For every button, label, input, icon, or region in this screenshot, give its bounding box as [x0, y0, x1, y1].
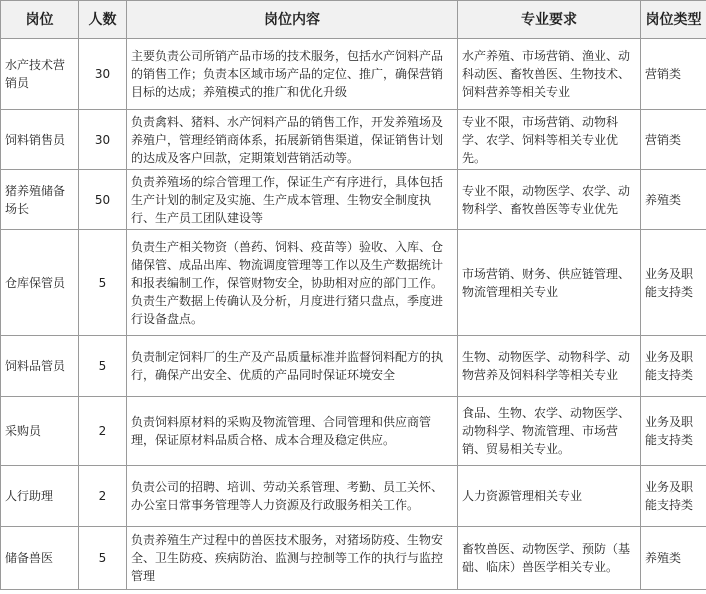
cell-requirement: 畜牧兽医、动物医学、预防（基础、临床）兽医学相关专业。	[458, 527, 641, 590]
cell-requirement: 食品、生物、农学、动物医学、动物科学、物流管理、市场营销、贸易相关专业。	[458, 397, 641, 466]
cell-content: 负责生产相关物资（兽药、饲料、疫苗等）验收、入库、仓储保管、成品出库、物流调度管理等工作以及生产数据统计和报表编制工作，保管财物安全，协助相对应的部门工作。负责生产数据上传确认及分析，月度进行猪只盘点，季度进行设备盘点。	[127, 230, 458, 336]
cell-type: 营销类	[641, 110, 706, 170]
cell-count: 30	[79, 39, 127, 110]
cell-requirement: 水产养殖、市场营销、渔业、动科动医、畜牧兽医、生物技术、饲料营养等相关专业	[458, 39, 641, 110]
cell-position: 仓库保管员	[1, 230, 79, 336]
table-row	[1, 466, 706, 527]
table-row	[1, 170, 706, 230]
cell-position: 人行助理	[1, 466, 79, 527]
table-row	[1, 230, 706, 336]
cell-count: 2	[79, 397, 127, 466]
header-type: 岗位类型	[641, 1, 706, 39]
table-row	[1, 110, 706, 170]
header-count: 人数	[79, 1, 127, 39]
cell-type: 业务及职能支持类	[641, 336, 706, 397]
cell-content: 负责禽料、猪料、水产饲料产品的销售工作，开发养殖场及养殖户，管理经销商体系，拓展新销售渠道，保证销售计划的达成及客户回款，定期策划营销活动等。	[127, 110, 458, 170]
cell-content: 负责公司的招聘、培训、劳动关系管理、考勤、员工关怀、办公室日常事务管理等人力资源及行政服务相关工作。	[127, 466, 458, 527]
cell-position: 采购员	[1, 397, 79, 466]
cell-count: 5	[79, 527, 127, 590]
cell-requirement: 市场营销、财务、供应链管理、物流管理相关专业	[458, 230, 641, 336]
cell-requirement: 专业不限，市场营销、动物科学、农学、饲料等相关专业优先。	[458, 110, 641, 170]
table-row	[1, 39, 706, 110]
cell-count: 50	[79, 170, 127, 230]
cell-position: 饲料品管员	[1, 336, 79, 397]
cell-count: 2	[79, 466, 127, 527]
cell-content: 负责饲料原材料的采购及物流管理、合同管理和供应商管理，保证原材料品质合格、成本合理及稳定供应。	[127, 397, 458, 466]
table-header-row	[1, 1, 706, 39]
table-row	[1, 336, 706, 397]
cell-type: 营销类	[641, 39, 706, 110]
cell-content: 负责制定饲料厂的生产及产品质量标准并监督饲料配方的执行，确保产出安全、优质的产品同时保证环境安全	[127, 336, 458, 397]
cell-type: 业务及职能支持类	[641, 397, 706, 466]
cell-type: 养殖类	[641, 170, 706, 230]
cell-requirement: 生物、动物医学、动物科学、动物营养及饲料科学等相关专业	[458, 336, 641, 397]
cell-type: 业务及职能支持类	[641, 466, 706, 527]
cell-type: 养殖类	[641, 527, 706, 590]
cell-position: 水产技术营销员	[1, 39, 79, 110]
cell-content: 主要负责公司所销产品市场的技术服务，包括水产饲料产品的销售工作；负责本区域市场产品的定位、推广，确保营销目标的达成；养殖模式的推广和优化升级	[127, 39, 458, 110]
header-content: 岗位内容	[127, 1, 458, 39]
cell-position: 猪养殖储备场长	[1, 170, 79, 230]
cell-requirement: 人力资源管理相关专业	[458, 466, 641, 527]
header-position: 岗位	[1, 1, 79, 39]
cell-content: 负责养殖场的综合管理工作，保证生产有序进行，具体包括生产计划的制定及实施、生产成本管理、生物安全制度执行、生产员工团队建设等	[127, 170, 458, 230]
cell-type: 业务及职能支持类	[641, 230, 706, 336]
header-requirement: 专业要求	[458, 1, 641, 39]
cell-requirement: 专业不限，动物医学、农学、动物科学、畜牧兽医等专业优先	[458, 170, 641, 230]
cell-position: 储备兽医	[1, 527, 79, 590]
cell-content: 负责养殖生产过程中的兽医技术服务，对猪场防疫、生物安全、卫生防疫、疾病防治、监测与控制等工作的执行与监控管理	[127, 527, 458, 590]
cell-count: 5	[79, 230, 127, 336]
table-row	[1, 397, 706, 466]
cell-count: 5	[79, 336, 127, 397]
cell-position: 饲料销售员	[1, 110, 79, 170]
table-row	[1, 527, 706, 590]
cell-count: 30	[79, 110, 127, 170]
